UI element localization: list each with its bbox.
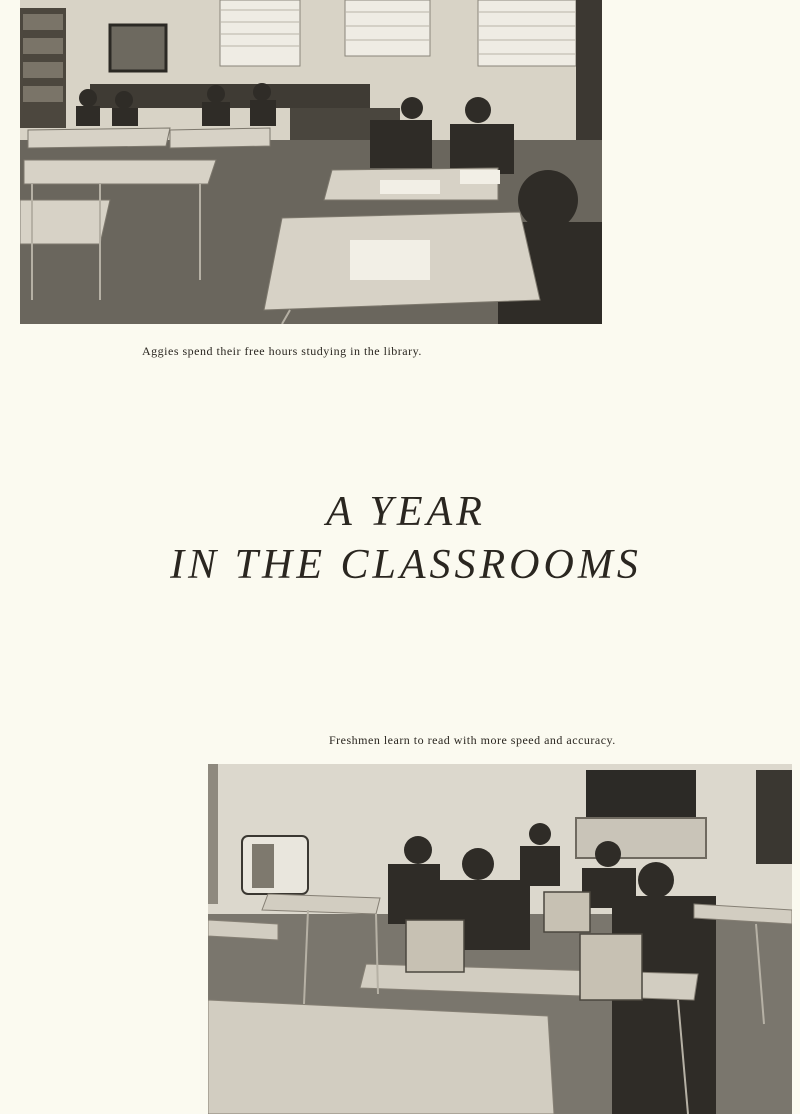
page-heading-line-1: A YEAR bbox=[326, 489, 486, 535]
library-photo bbox=[20, 0, 602, 324]
classroom-photo bbox=[208, 764, 792, 1114]
classroom-photo-illustration bbox=[208, 764, 792, 1114]
library-photo-caption: Aggies spend their free hours studying in the library. bbox=[142, 344, 422, 358]
page-heading-line-2: IN THE CLASSROOMS bbox=[170, 542, 642, 588]
library-photo-illustration bbox=[20, 0, 602, 324]
classroom-photo-caption: Freshmen learn to read with more speed and accuracy. bbox=[329, 733, 616, 747]
